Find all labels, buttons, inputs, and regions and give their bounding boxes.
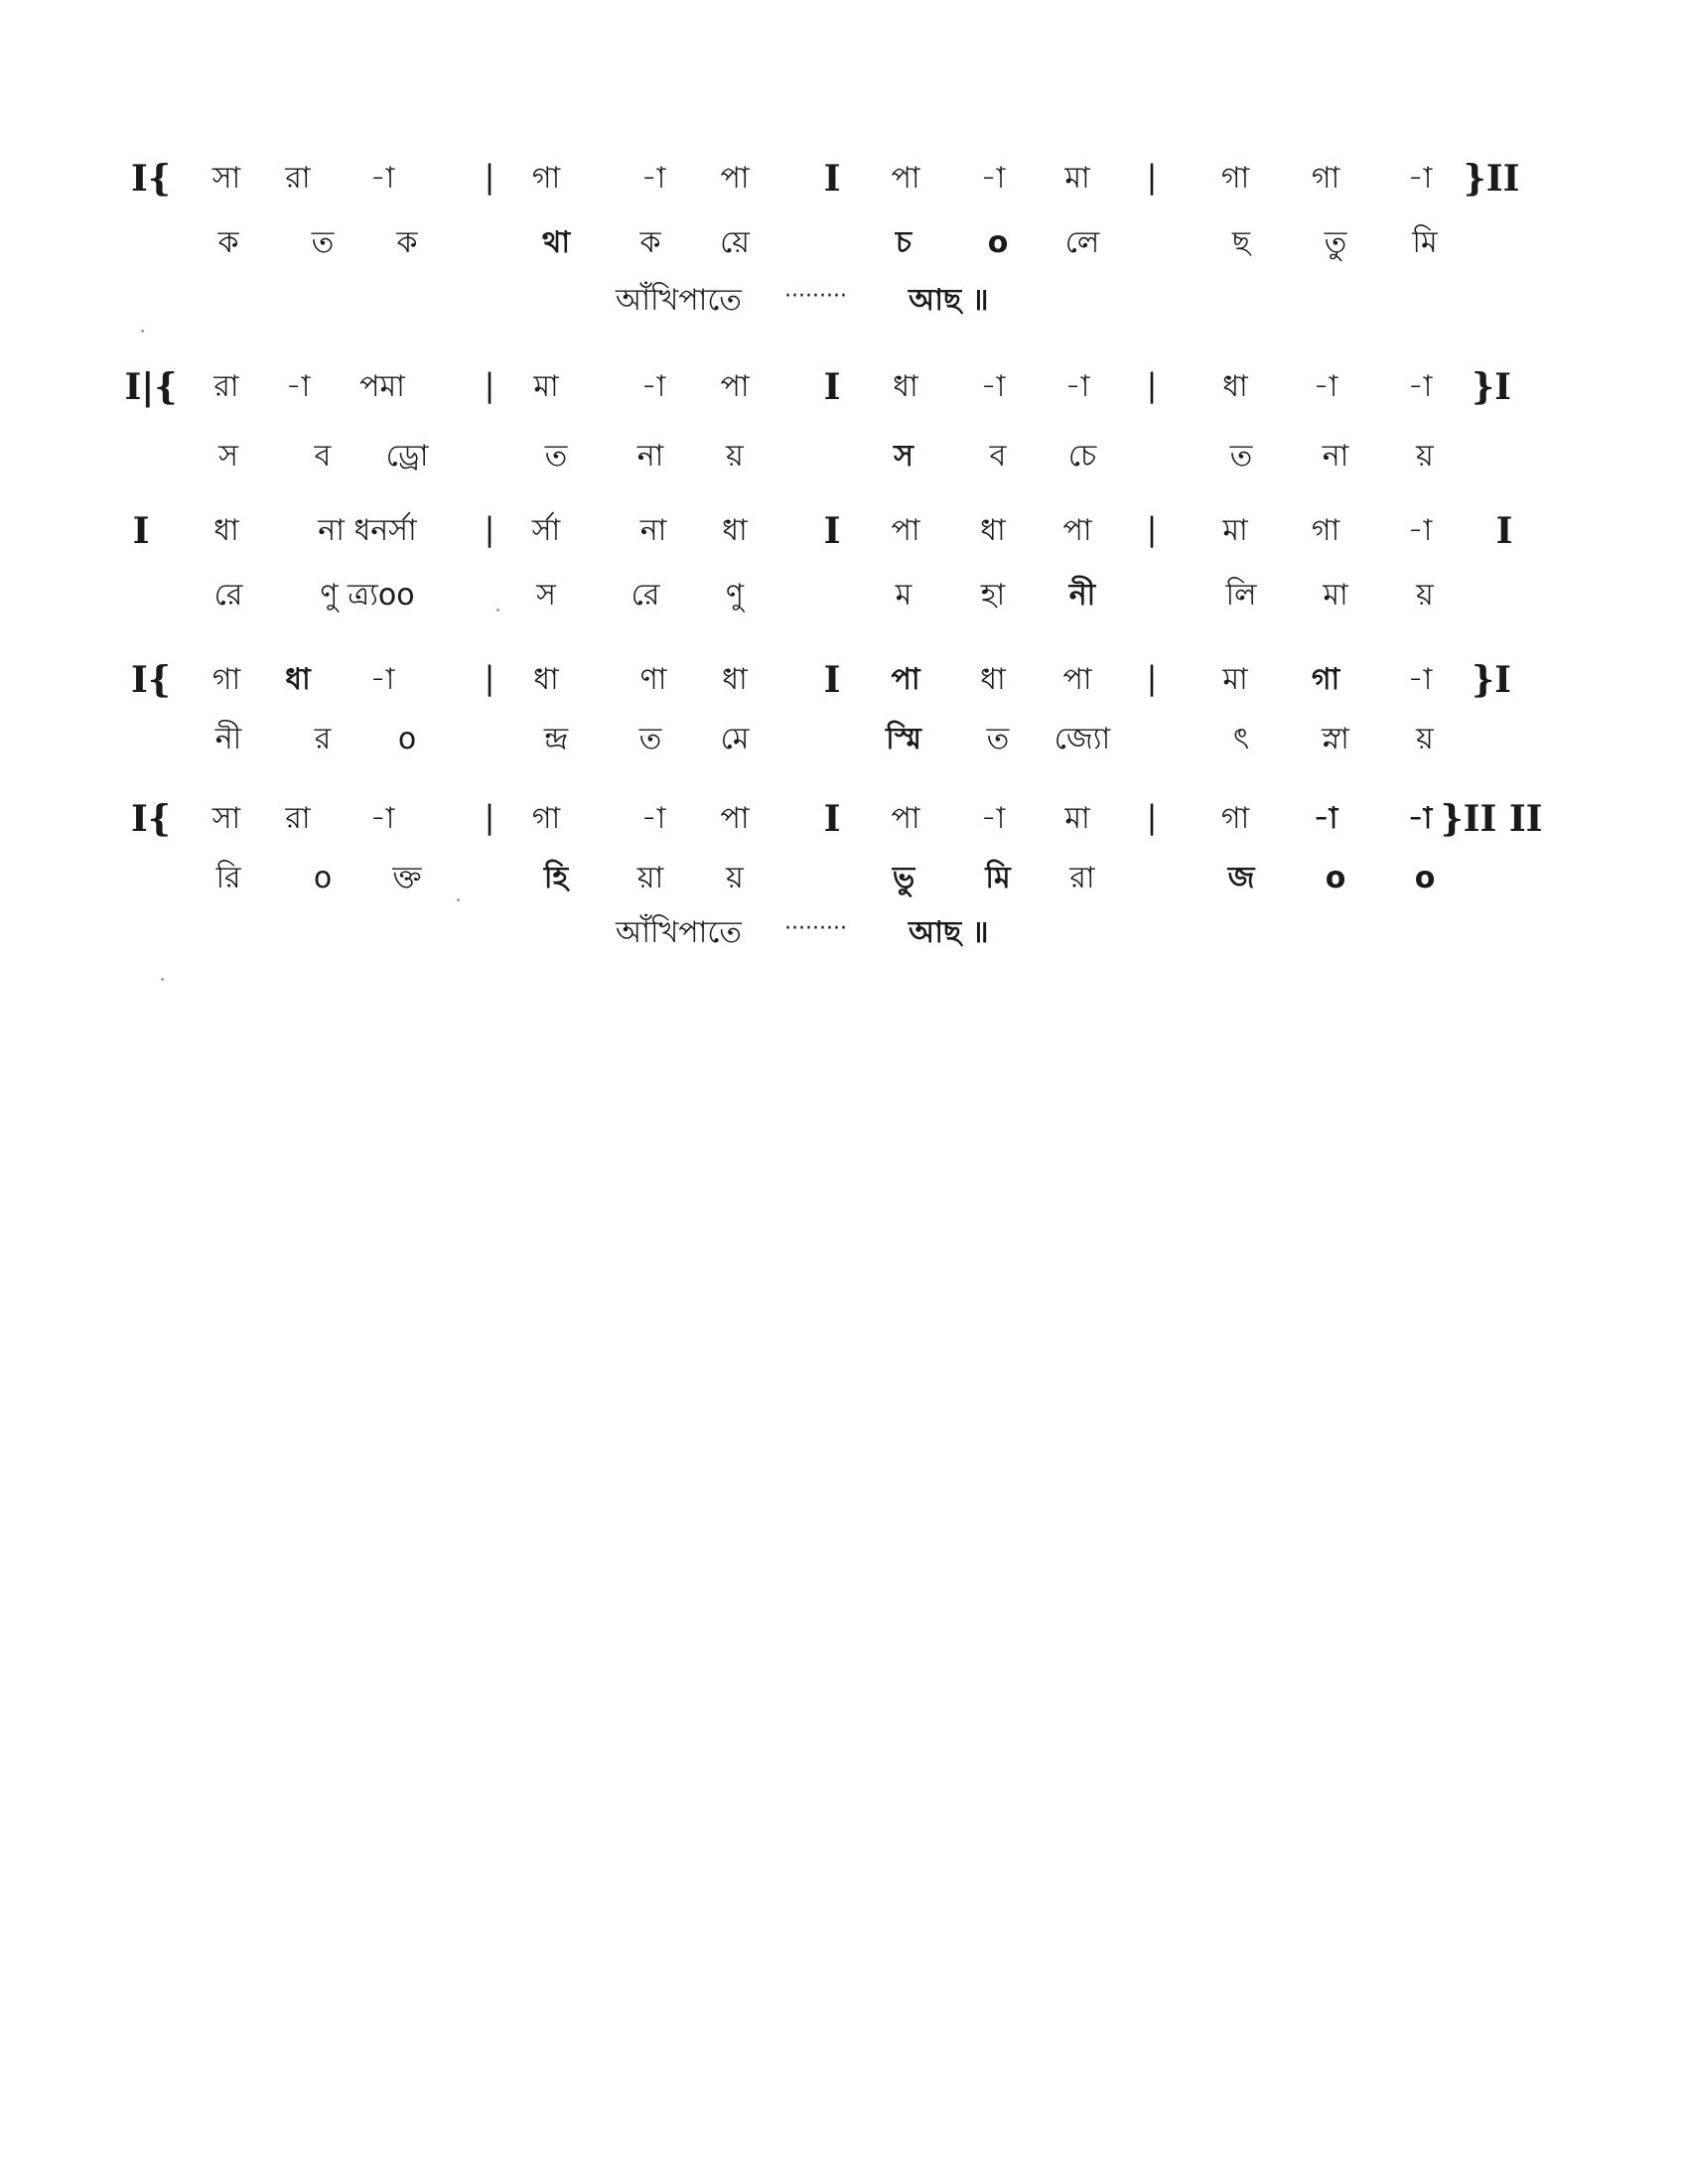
- lyric-syllable: য়: [726, 439, 744, 474]
- lyric-syllable: ক: [639, 225, 661, 260]
- measure-bar: I: [823, 366, 841, 408]
- lyric-syllable: ভু: [892, 861, 915, 895]
- lyric-syllable: ৎ: [1232, 722, 1250, 756]
- swara-note: পা: [1062, 513, 1092, 548]
- swara-note: গা: [1311, 662, 1340, 697]
- beat-bar: |: [1146, 158, 1158, 196]
- swara-note: রা: [285, 161, 311, 196]
- swara-note: মা: [1222, 513, 1248, 548]
- lyric-syllable: য়: [1416, 439, 1434, 474]
- swara-note: -া: [640, 161, 666, 196]
- swara-note: পমা: [359, 369, 405, 404]
- measure-bar: I{: [131, 659, 171, 701]
- swara-note: পা: [891, 161, 920, 196]
- lyric-syllable: হা: [980, 578, 1006, 613]
- lyric-syllable: রে: [213, 578, 243, 613]
- lyric-syllable: ণু ত্র্যoo: [320, 578, 415, 613]
- measure-bar: }II II: [1440, 798, 1543, 840]
- beat-bar: |: [484, 659, 495, 697]
- swara-note: গা: [531, 161, 561, 196]
- paper-speck: [496, 609, 499, 612]
- beat-bar: |: [1146, 659, 1158, 697]
- swara-note: -া: [1407, 369, 1433, 404]
- swara-note: গা: [531, 801, 561, 836]
- measure-bar: I{: [131, 798, 171, 840]
- lyric-syllable: থা: [541, 225, 571, 260]
- swara-note: গা: [1220, 801, 1250, 836]
- lyric-syllable: য়: [1416, 578, 1434, 613]
- swara-note: -া: [640, 369, 666, 404]
- swara-note: না: [639, 513, 667, 548]
- lyric-syllable: না: [1322, 439, 1349, 474]
- paper-speck: [161, 978, 164, 981]
- swara-note: -া: [980, 369, 1006, 404]
- lyric-syllable: মে: [720, 722, 750, 756]
- swara-note: ধা: [285, 662, 311, 697]
- lyric-syllable: ক: [217, 225, 239, 260]
- swara-note: ধা: [980, 513, 1006, 548]
- swara-note: -া: [1407, 161, 1433, 196]
- lyric-syllable: য়ে: [720, 225, 750, 260]
- lyric-syllable: নী: [1068, 578, 1096, 613]
- swara-note: মা: [1222, 662, 1248, 697]
- lyric-syllable: স: [218, 439, 238, 474]
- swara-note: -া: [980, 801, 1006, 836]
- lyric-syllable: ব: [989, 439, 1007, 474]
- swara-note: -া: [1313, 801, 1338, 836]
- swara-note: গা: [1311, 513, 1340, 548]
- swara-note: না ধনর্সা: [318, 513, 417, 548]
- beat-bar: |: [1146, 510, 1158, 548]
- swara-note: মা: [1064, 161, 1090, 196]
- swara-note: ধা: [722, 662, 748, 697]
- measure-bar: I: [1495, 510, 1513, 552]
- swara-note: গা: [1311, 161, 1340, 196]
- refrain-dots: ·········: [784, 284, 847, 309]
- lyric-syllable: য়: [726, 861, 744, 895]
- swara-note: -া: [1407, 513, 1433, 548]
- paper-speck: [457, 898, 460, 901]
- swara-note: ধা: [533, 662, 559, 697]
- lyric-syllable: স্মি: [886, 722, 921, 756]
- lyric-syllable: স: [894, 439, 914, 474]
- lyric-syllable: লে: [1064, 225, 1100, 260]
- swara-note: ধা: [980, 662, 1006, 697]
- lyric-syllable: ম: [895, 578, 913, 613]
- lyric-syllable: ক: [396, 225, 418, 260]
- measure-bar: I: [823, 510, 841, 552]
- lyric-syllable: ড্রো: [385, 439, 429, 474]
- swara-note: পা: [720, 161, 750, 196]
- lyric-syllable: স: [536, 578, 556, 613]
- swara-note: -া: [285, 369, 311, 404]
- lyric-syllable: তু: [1324, 225, 1347, 260]
- lyric-syllable: ন্দ্র: [543, 722, 569, 756]
- lyric-syllable: ত: [311, 225, 335, 260]
- lyric-syllable: চে: [1067, 439, 1097, 474]
- swara-note: পা: [720, 801, 750, 836]
- lyric-syllable: জ্যো: [1054, 722, 1111, 756]
- lyric-syllable: য়: [1416, 722, 1434, 756]
- lyric-syllable: রে: [631, 578, 660, 613]
- swara-note: পা: [891, 513, 920, 548]
- lyric-syllable: রা: [1069, 861, 1095, 895]
- measure-bar: }II: [1463, 158, 1520, 200]
- lyric-syllable: নী: [214, 722, 242, 756]
- refrain-end: আছ ॥: [909, 283, 989, 318]
- swara-note: -া: [980, 161, 1006, 196]
- lyric-syllable: য়া: [636, 861, 664, 895]
- measure-bar: I|{: [124, 366, 178, 408]
- refrain-start: আঁখিপাতে: [616, 283, 742, 318]
- refrain-dots: ·········: [784, 916, 847, 941]
- lyric-syllable: ত: [544, 439, 568, 474]
- lyric-syllable: জ: [1227, 861, 1255, 895]
- lyric-syllable: o: [1414, 861, 1436, 895]
- swara-note: সা: [211, 801, 241, 836]
- swara-note: ধা: [213, 513, 239, 548]
- refrain-end: আছ ॥: [909, 915, 989, 950]
- lyric-syllable: মি: [985, 861, 1011, 895]
- swara-note: পা: [720, 369, 750, 404]
- swara-note: মা: [1064, 801, 1090, 836]
- swara-note: র্সা: [531, 513, 561, 548]
- swara-note: -া: [640, 801, 666, 836]
- swara-note: -া: [1407, 801, 1433, 836]
- swara-note: -া: [369, 161, 395, 196]
- beat-bar: |: [1146, 798, 1158, 836]
- lyric-syllable: o: [1325, 861, 1346, 895]
- swara-note: সা: [211, 161, 241, 196]
- lyric-syllable: হি: [543, 861, 569, 895]
- lyric-syllable: ছ: [1231, 225, 1251, 260]
- swara-note: ণা: [639, 662, 667, 697]
- lyric-syllable: ত: [638, 722, 662, 756]
- lyric-syllable: ত: [1229, 439, 1253, 474]
- lyric-syllable: চ: [895, 225, 913, 260]
- swara-note: পা: [1062, 662, 1092, 697]
- beat-bar: |: [484, 510, 495, 548]
- swara-note: -া: [1064, 369, 1090, 404]
- measure-bar: }I: [1472, 659, 1511, 701]
- swara-note: পা: [891, 662, 920, 697]
- measure-bar: I: [823, 798, 841, 840]
- lyric-syllable: মি: [1412, 225, 1438, 260]
- lyric-syllable: লি: [1225, 578, 1257, 613]
- lyric-syllable: মা: [1323, 578, 1348, 613]
- swara-note: রা: [285, 801, 311, 836]
- swara-note: রা: [213, 369, 239, 404]
- swara-note: গা: [1220, 161, 1250, 196]
- swara-note: ধা: [722, 513, 748, 548]
- measure-bar: }I: [1472, 366, 1511, 408]
- beat-bar: |: [484, 366, 495, 404]
- swara-note: গা: [211, 662, 241, 697]
- lyric-syllable: না: [636, 439, 664, 474]
- lyric-syllable: র: [314, 722, 332, 756]
- lyric-syllable: ত: [986, 722, 1010, 756]
- swara-note: -া: [369, 662, 395, 697]
- beat-bar: |: [1146, 366, 1158, 404]
- lyric-syllable: o: [313, 861, 333, 895]
- measure-bar: I{: [131, 158, 171, 200]
- lyric-syllable: ক্ত: [392, 861, 422, 895]
- lyric-syllable: ব: [314, 439, 332, 474]
- swara-note: -া: [1313, 369, 1338, 404]
- swara-note: পা: [891, 801, 920, 836]
- measure-bar: I: [132, 510, 150, 552]
- refrain-start: আঁখিপাতে: [616, 915, 742, 950]
- measure-bar: I: [823, 659, 841, 701]
- beat-bar: |: [484, 158, 495, 196]
- lyric-syllable: ণু: [725, 578, 745, 613]
- lyric-syllable: স্না: [1322, 722, 1349, 756]
- swara-note: -া: [369, 801, 395, 836]
- measure-bar: I: [823, 158, 841, 200]
- swara-note: ধা: [1222, 369, 1248, 404]
- swara-note: -া: [1407, 662, 1433, 697]
- swara-note: ধা: [893, 369, 918, 404]
- beat-bar: |: [484, 798, 495, 836]
- paper-speck: [141, 330, 144, 333]
- swara-note: মা: [533, 369, 559, 404]
- lyric-syllable: রি: [215, 861, 241, 895]
- lyric-syllable: o: [987, 225, 1009, 260]
- lyric-syllable: o: [397, 722, 417, 756]
